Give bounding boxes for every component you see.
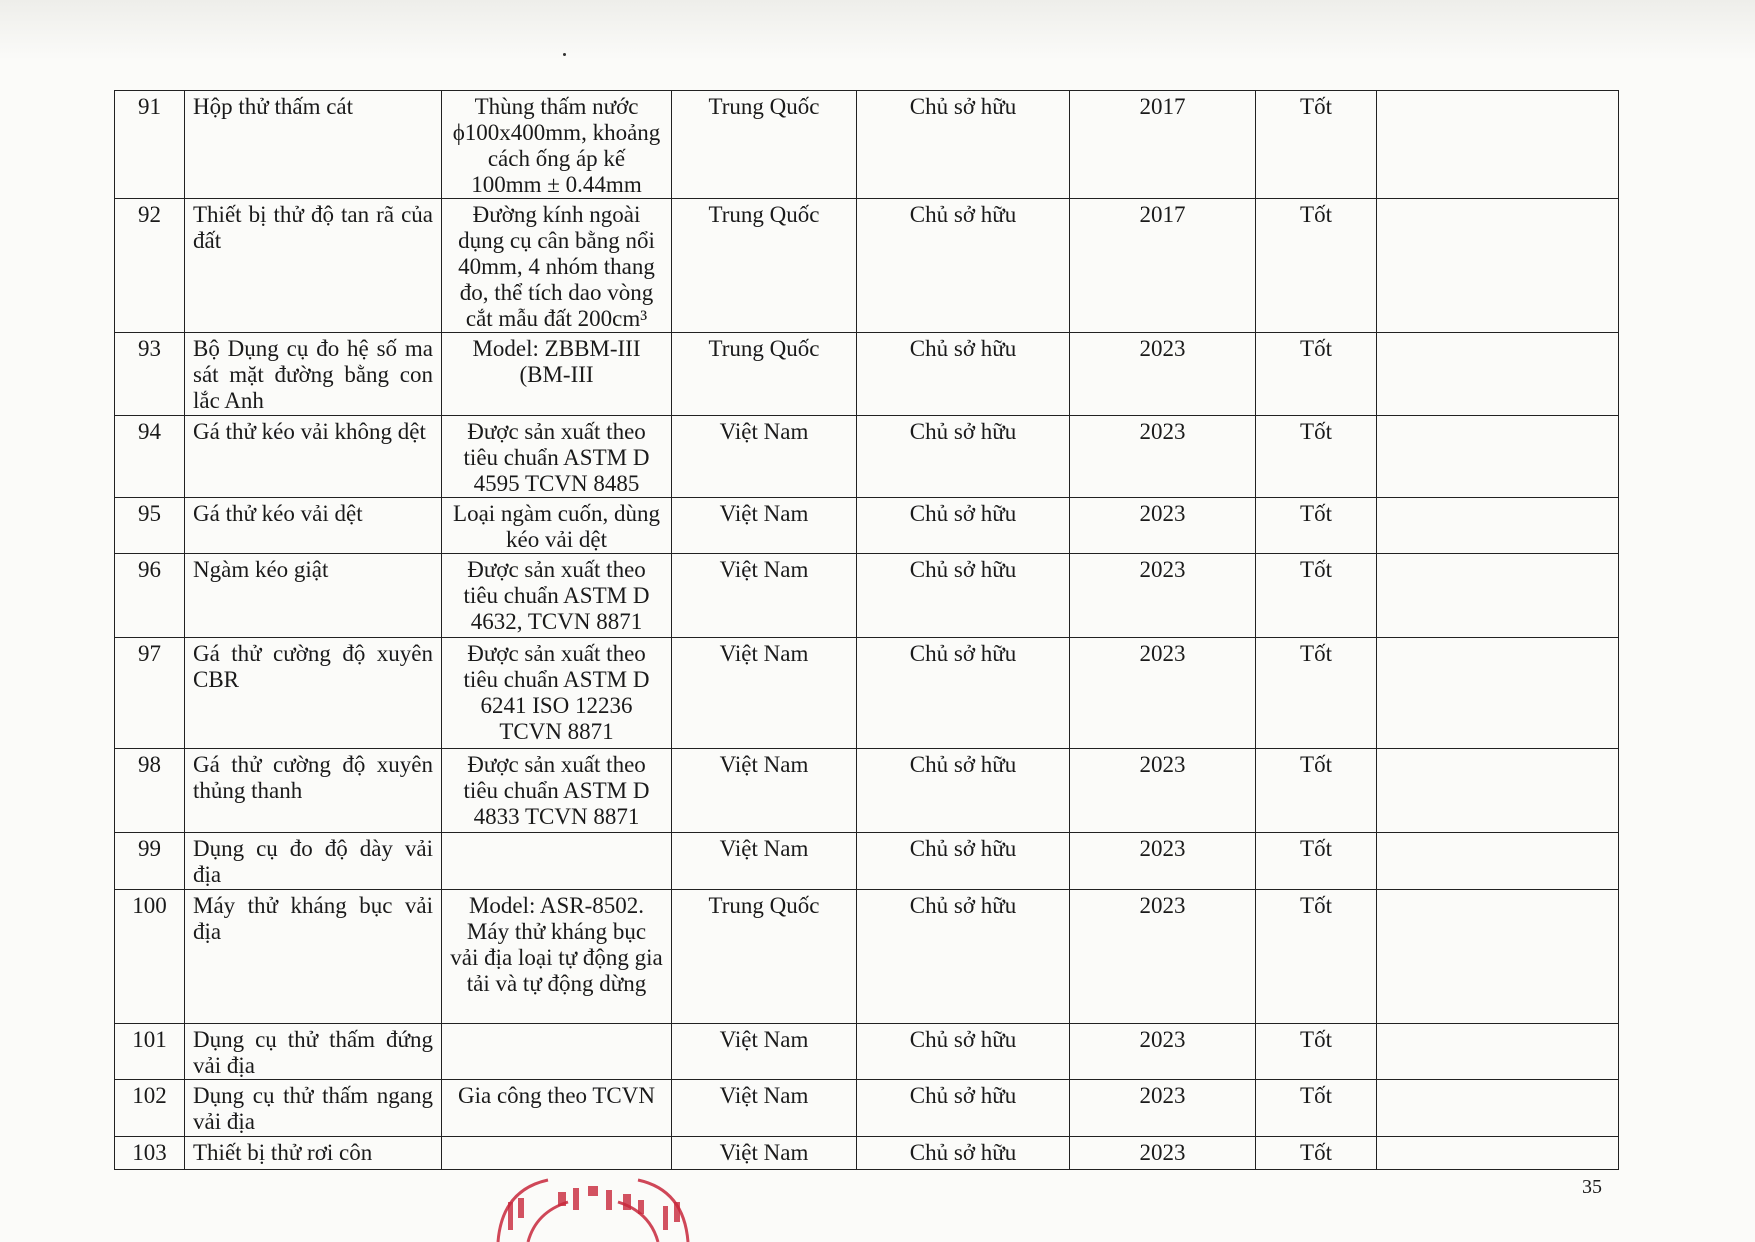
cell-equipment-spec: Đường kính ngoài dụng cụ cân bằng nổi 40mm, 4 nhóm thang đo, thể tích dao vòng cắt mẫu đất 200cm³ <box>442 199 672 333</box>
cell-status: Tốt <box>1256 498 1377 554</box>
cell-note <box>1377 416 1619 498</box>
cell-row-number: 93 <box>115 333 185 416</box>
cell-ownership: Chủ sở hữu <box>857 554 1070 638</box>
table-row <box>115 554 1619 638</box>
cell-ownership: Chủ sở hữu <box>857 833 1070 890</box>
cell-row-number: 102 <box>115 1080 185 1137</box>
cell-equipment-spec: Được sản xuất theo tiêu chuẩn ASTM D 4833 TCVN 8871 <box>442 749 672 833</box>
cell-origin: Việt Nam <box>672 638 857 749</box>
page-top-shadow <box>0 0 1755 60</box>
cell-equipment-spec: Được sản xuất theo tiêu chuẩn ASTM D 4595 TCVN 8485 <box>442 416 672 498</box>
equipment-table <box>114 90 1619 1170</box>
cell-origin: Trung Quốc <box>672 91 857 199</box>
cell-equipment-name: Gá thử cường độ xuyên thủng thanh <box>185 749 442 833</box>
cell-ownership: Chủ sở hữu <box>857 416 1070 498</box>
cell-row-number: 99 <box>115 833 185 890</box>
cell-status: Tốt <box>1256 890 1377 1024</box>
cell-row-number: 92 <box>115 199 185 333</box>
cell-equipment-name: Thiết bị thử rơi côn <box>185 1137 442 1170</box>
cell-ownership: Chủ sở hữu <box>857 498 1070 554</box>
cell-origin: Việt Nam <box>672 554 857 638</box>
cell-year: 2017 <box>1070 199 1256 333</box>
cell-equipment-name: Gá thử kéo vải không dệt <box>185 416 442 498</box>
cell-note <box>1377 833 1619 890</box>
cell-row-number: 95 <box>115 498 185 554</box>
cell-equipment-name: Thiết bị thử độ tan rã của đất <box>185 199 442 333</box>
table-row <box>115 1080 1619 1137</box>
cell-year: 2023 <box>1070 554 1256 638</box>
cell-equipment-spec: Thùng thấm nước ϕ100x400mm, khoảng cách ống áp kế 100mm ± 0.44mm <box>442 91 672 199</box>
cell-year: 2023 <box>1070 1024 1256 1080</box>
table-row <box>115 416 1619 498</box>
table-row <box>115 749 1619 833</box>
table-row <box>115 498 1619 554</box>
cell-equipment-spec <box>442 833 672 890</box>
cell-year: 2023 <box>1070 1137 1256 1170</box>
scan-speck <box>563 53 566 56</box>
cell-ownership: Chủ sở hữu <box>857 1080 1070 1137</box>
cell-year: 2023 <box>1070 833 1256 890</box>
cell-row-number: 94 <box>115 416 185 498</box>
cell-equipment-spec <box>442 1137 672 1170</box>
cell-status: Tốt <box>1256 199 1377 333</box>
equipment-table-body <box>115 91 1619 1170</box>
cell-origin: Trung Quốc <box>672 199 857 333</box>
cell-note <box>1377 1080 1619 1137</box>
cell-note <box>1377 638 1619 749</box>
cell-status: Tốt <box>1256 1024 1377 1080</box>
cell-note <box>1377 554 1619 638</box>
cell-equipment-spec: Model: ASR-8502. Máy thử kháng bục vải địa loại tự động gia tải và tự động dừng <box>442 890 672 1024</box>
table-row <box>115 91 1619 199</box>
cell-status: Tốt <box>1256 1080 1377 1137</box>
cell-note <box>1377 199 1619 333</box>
cell-origin: Trung Quốc <box>672 333 857 416</box>
cell-status: Tốt <box>1256 554 1377 638</box>
cell-origin: Việt Nam <box>672 833 857 890</box>
cell-origin: Việt Nam <box>672 1024 857 1080</box>
cell-equipment-name: Dụng cụ thử thấm ngang vải địa <box>185 1080 442 1137</box>
cell-row-number: 98 <box>115 749 185 833</box>
cell-status: Tốt <box>1256 333 1377 416</box>
cell-status: Tốt <box>1256 416 1377 498</box>
table-row <box>115 333 1619 416</box>
cell-ownership: Chủ sở hữu <box>857 890 1070 1024</box>
cell-year: 2023 <box>1070 638 1256 749</box>
cell-row-number: 96 <box>115 554 185 638</box>
cell-equipment-spec: Loại ngàm cuốn, dùng kéo vải dệt <box>442 498 672 554</box>
cell-year: 2017 <box>1070 91 1256 199</box>
cell-equipment-spec <box>442 1024 672 1080</box>
cell-year: 2023 <box>1070 416 1256 498</box>
cell-ownership: Chủ sở hữu <box>857 1137 1070 1170</box>
cell-note <box>1377 1024 1619 1080</box>
cell-year: 2023 <box>1070 1080 1256 1137</box>
cell-ownership: Chủ sở hữu <box>857 638 1070 749</box>
cell-status: Tốt <box>1256 638 1377 749</box>
cell-year: 2023 <box>1070 749 1256 833</box>
cell-year: 2023 <box>1070 498 1256 554</box>
cell-equipment-name: Dụng cụ đo độ dày vải địa <box>185 833 442 890</box>
table-row <box>115 199 1619 333</box>
cell-status: Tốt <box>1256 91 1377 199</box>
cell-origin: Việt Nam <box>672 416 857 498</box>
cell-origin: Trung Quốc <box>672 890 857 1024</box>
cell-equipment-spec: Model: ZBBM-III (BM-III <box>442 333 672 416</box>
cell-equipment-name: Bộ Dụng cụ đo hệ số ma sát mặt đường bằng con lắc Anh <box>185 333 442 416</box>
cell-ownership: Chủ sở hữu <box>857 333 1070 416</box>
cell-equipment-name: Ngàm kéo giật <box>185 554 442 638</box>
cell-equipment-name: Dụng cụ thử thấm đứng vải địa <box>185 1024 442 1080</box>
cell-note <box>1377 498 1619 554</box>
cell-status: Tốt <box>1256 749 1377 833</box>
cell-equipment-spec: Được sản xuất theo tiêu chuẩn ASTM D 4632, TCVN 8871 <box>442 554 672 638</box>
cell-ownership: Chủ sở hữu <box>857 199 1070 333</box>
cell-equipment-spec: Được sản xuất theo tiêu chuẩn ASTM D 6241 ISO 12236 TCVN 8871 <box>442 638 672 749</box>
table-row <box>115 1024 1619 1080</box>
cell-origin: Việt Nam <box>672 1080 857 1137</box>
cell-equipment-spec: Gia công theo TCVN <box>442 1080 672 1137</box>
cell-note <box>1377 749 1619 833</box>
cell-note <box>1377 333 1619 416</box>
cell-note <box>1377 91 1619 199</box>
cell-ownership: Chủ sở hữu <box>857 1024 1070 1080</box>
cell-year: 2023 <box>1070 333 1256 416</box>
cell-equipment-name: Hộp thử thấm cát <box>185 91 442 199</box>
cell-status: Tốt <box>1256 1137 1377 1170</box>
table-row <box>115 833 1619 890</box>
cell-year: 2023 <box>1070 890 1256 1024</box>
table-row <box>115 1137 1619 1170</box>
cell-ownership: Chủ sở hữu <box>857 91 1070 199</box>
red-seal-stamp <box>488 1172 708 1242</box>
table-row <box>115 638 1619 749</box>
cell-origin: Việt Nam <box>672 498 857 554</box>
cell-status: Tốt <box>1256 833 1377 890</box>
cell-row-number: 91 <box>115 91 185 199</box>
cell-row-number: 101 <box>115 1024 185 1080</box>
page-number: 35 <box>1582 1176 1602 1198</box>
cell-equipment-name: Gá thử kéo vải dệt <box>185 498 442 554</box>
table-row <box>115 890 1619 1024</box>
cell-ownership: Chủ sở hữu <box>857 749 1070 833</box>
cell-origin: Việt Nam <box>672 1137 857 1170</box>
cell-row-number: 103 <box>115 1137 185 1170</box>
cell-row-number: 97 <box>115 638 185 749</box>
cell-origin: Việt Nam <box>672 749 857 833</box>
cell-equipment-name: Máy thử kháng bục vải địa <box>185 890 442 1024</box>
cell-row-number: 100 <box>115 890 185 1024</box>
cell-equipment-name: Gá thử cường độ xuyên CBR <box>185 638 442 749</box>
cell-note <box>1377 890 1619 1024</box>
cell-note <box>1377 1137 1619 1170</box>
